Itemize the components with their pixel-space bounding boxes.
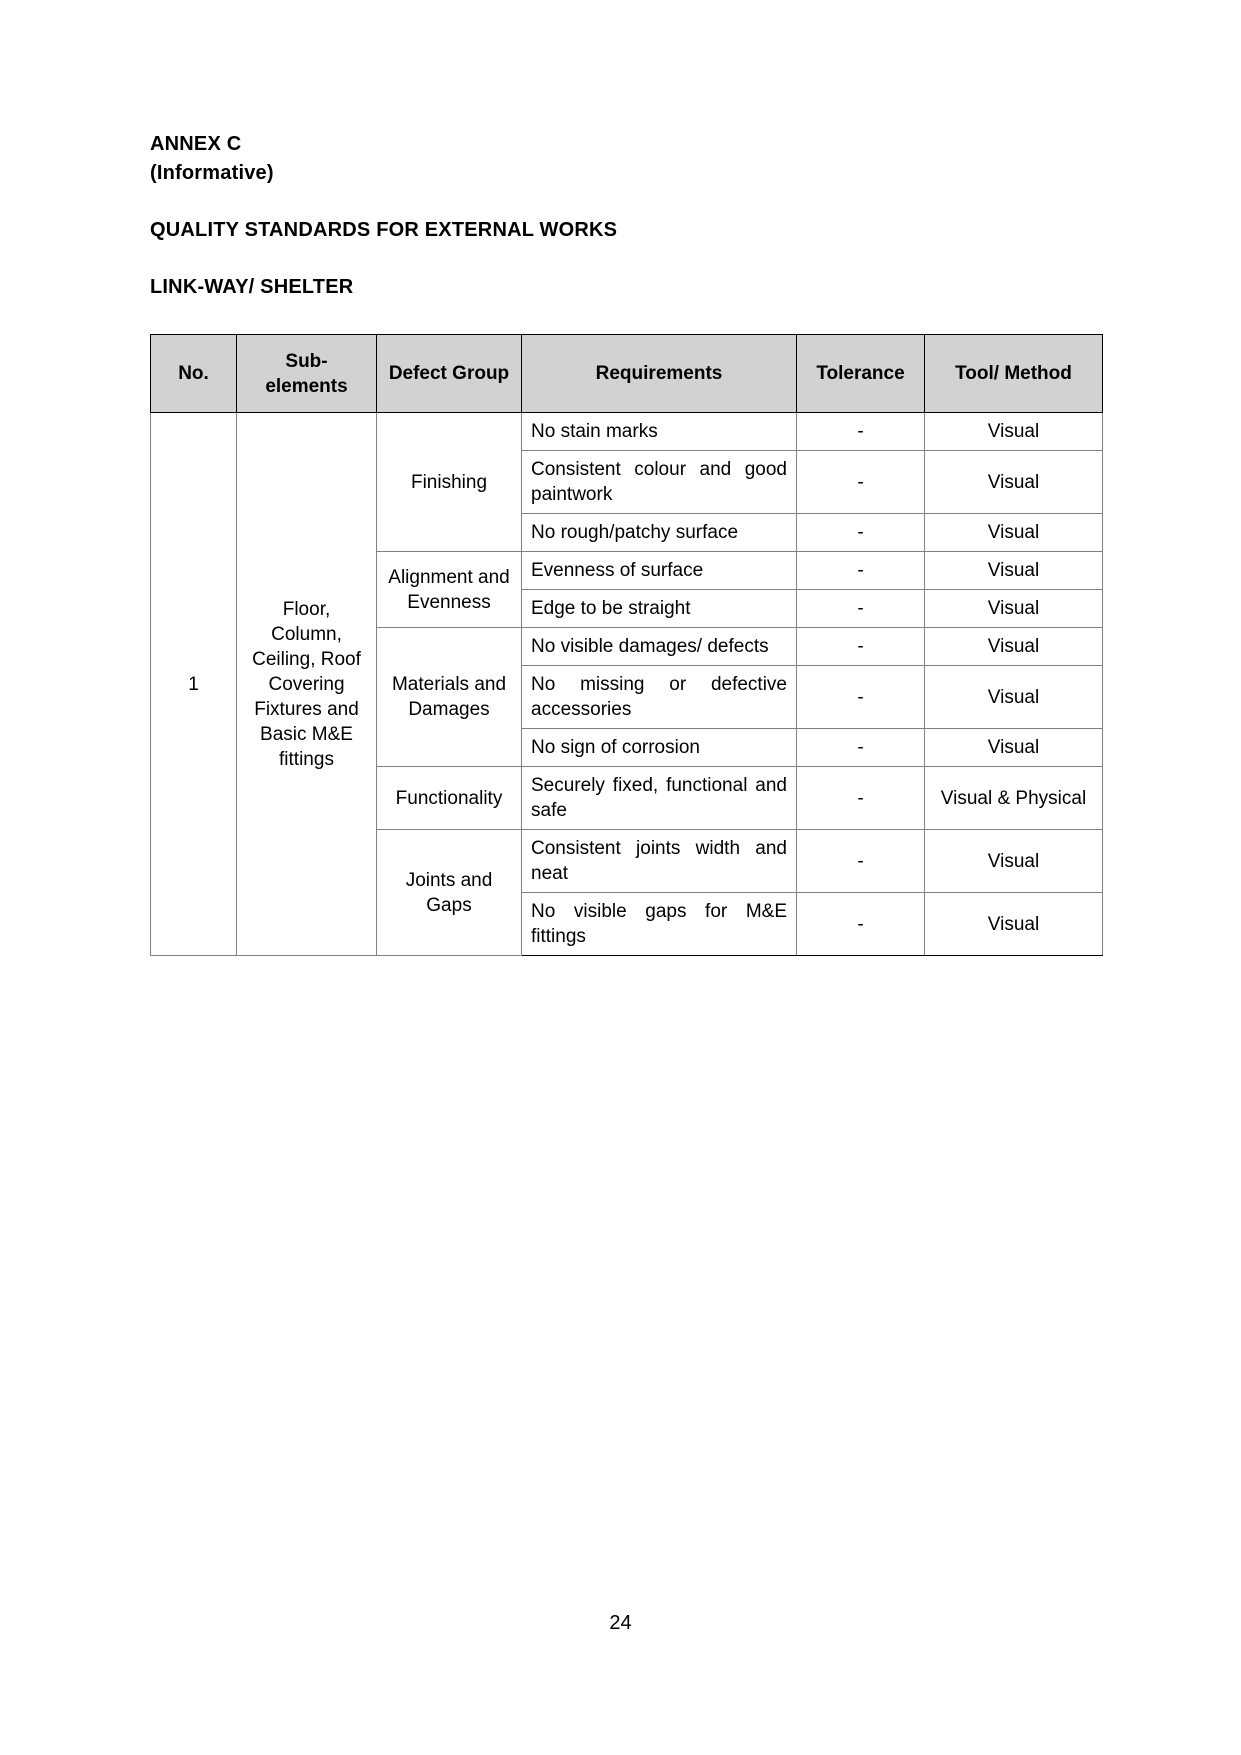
cell-tolerance: - — [797, 666, 925, 729]
cell-tool-method: Visual — [925, 514, 1103, 552]
cell-tolerance: - — [797, 514, 925, 552]
quality-standards-table — [150, 334, 1103, 956]
cell-tool-method: Visual — [925, 413, 1103, 451]
cell-tool-method: Visual — [925, 451, 1103, 514]
section-heading: LINK-WAY/ SHELTER — [150, 276, 354, 298]
column-header-tool-method: Tool/ Method — [925, 335, 1103, 413]
cell-requirement: No missing or defective accessories — [522, 666, 797, 729]
cell-tolerance: - — [797, 893, 925, 956]
cell-requirement: No stain marks — [522, 413, 797, 451]
cell-tolerance: - — [797, 413, 925, 451]
table-header-row — [151, 335, 1103, 413]
table-row — [151, 413, 1103, 451]
cell-requirement: Edge to be straight — [522, 590, 797, 628]
cell-requirement: No rough/patchy surface — [522, 514, 797, 552]
cell-tolerance: - — [797, 552, 925, 590]
column-header-defect-group: Defect Group — [377, 335, 522, 413]
document-heading — [150, 130, 1091, 302]
cell-defect-group-finishing: Finishing — [377, 413, 522, 552]
cell-tool-method: Visual — [925, 666, 1103, 729]
cell-tool-method: Visual — [925, 893, 1103, 956]
cell-requirement: Consistent colour and good paintwork — [522, 451, 797, 514]
cell-defect-group-functionality: Functionality — [377, 767, 522, 830]
cell-tool-method: Visual — [925, 729, 1103, 767]
cell-requirement: Securely fixed, functional and safe — [522, 767, 797, 830]
cell-tool-method: Visual — [925, 628, 1103, 666]
cell-defect-group-joints: Joints and Gaps — [377, 830, 522, 956]
column-header-no: No. — [151, 335, 237, 413]
cell-tolerance: - — [797, 628, 925, 666]
cell-sub-elements: Floor, Column, Ceiling, Roof Covering Fixtures and Basic M&E fittings — [237, 413, 377, 956]
column-header-requirements: Requirements — [522, 335, 797, 413]
cell-tolerance: - — [797, 451, 925, 514]
annex-label: ANNEX C — [150, 133, 242, 155]
page-number: 24 — [609, 1612, 632, 1634]
cell-defect-group-materials: Materials and Damages — [377, 628, 522, 767]
cell-requirement: Evenness of surface — [522, 552, 797, 590]
cell-tool-method: Visual — [925, 830, 1103, 893]
cell-tolerance: - — [797, 767, 925, 830]
cell-defect-group-alignment: Alignment and Evenness — [377, 552, 522, 628]
cell-tool-method: Visual — [925, 552, 1103, 590]
column-header-tolerance: Tolerance — [797, 335, 925, 413]
annex-type: (Informative) — [150, 162, 274, 184]
cell-requirement: No visible damages/ defects — [522, 628, 797, 666]
cell-requirement: No visible gaps for M&E fittings — [522, 893, 797, 956]
cell-tool-method: Visual & Physical — [925, 767, 1103, 830]
cell-requirement: Consistent joints width and neat — [522, 830, 797, 893]
cell-tolerance: - — [797, 590, 925, 628]
cell-tolerance: - — [797, 830, 925, 893]
cell-tool-method: Visual — [925, 590, 1103, 628]
column-header-sub-elements: Sub-elements — [237, 335, 377, 413]
cell-requirement: No sign of corrosion — [522, 729, 797, 767]
cell-tolerance: - — [797, 729, 925, 767]
page-title: QUALITY STANDARDS FOR EXTERNAL WORKS — [150, 219, 618, 241]
cell-no: 1 — [151, 413, 237, 956]
